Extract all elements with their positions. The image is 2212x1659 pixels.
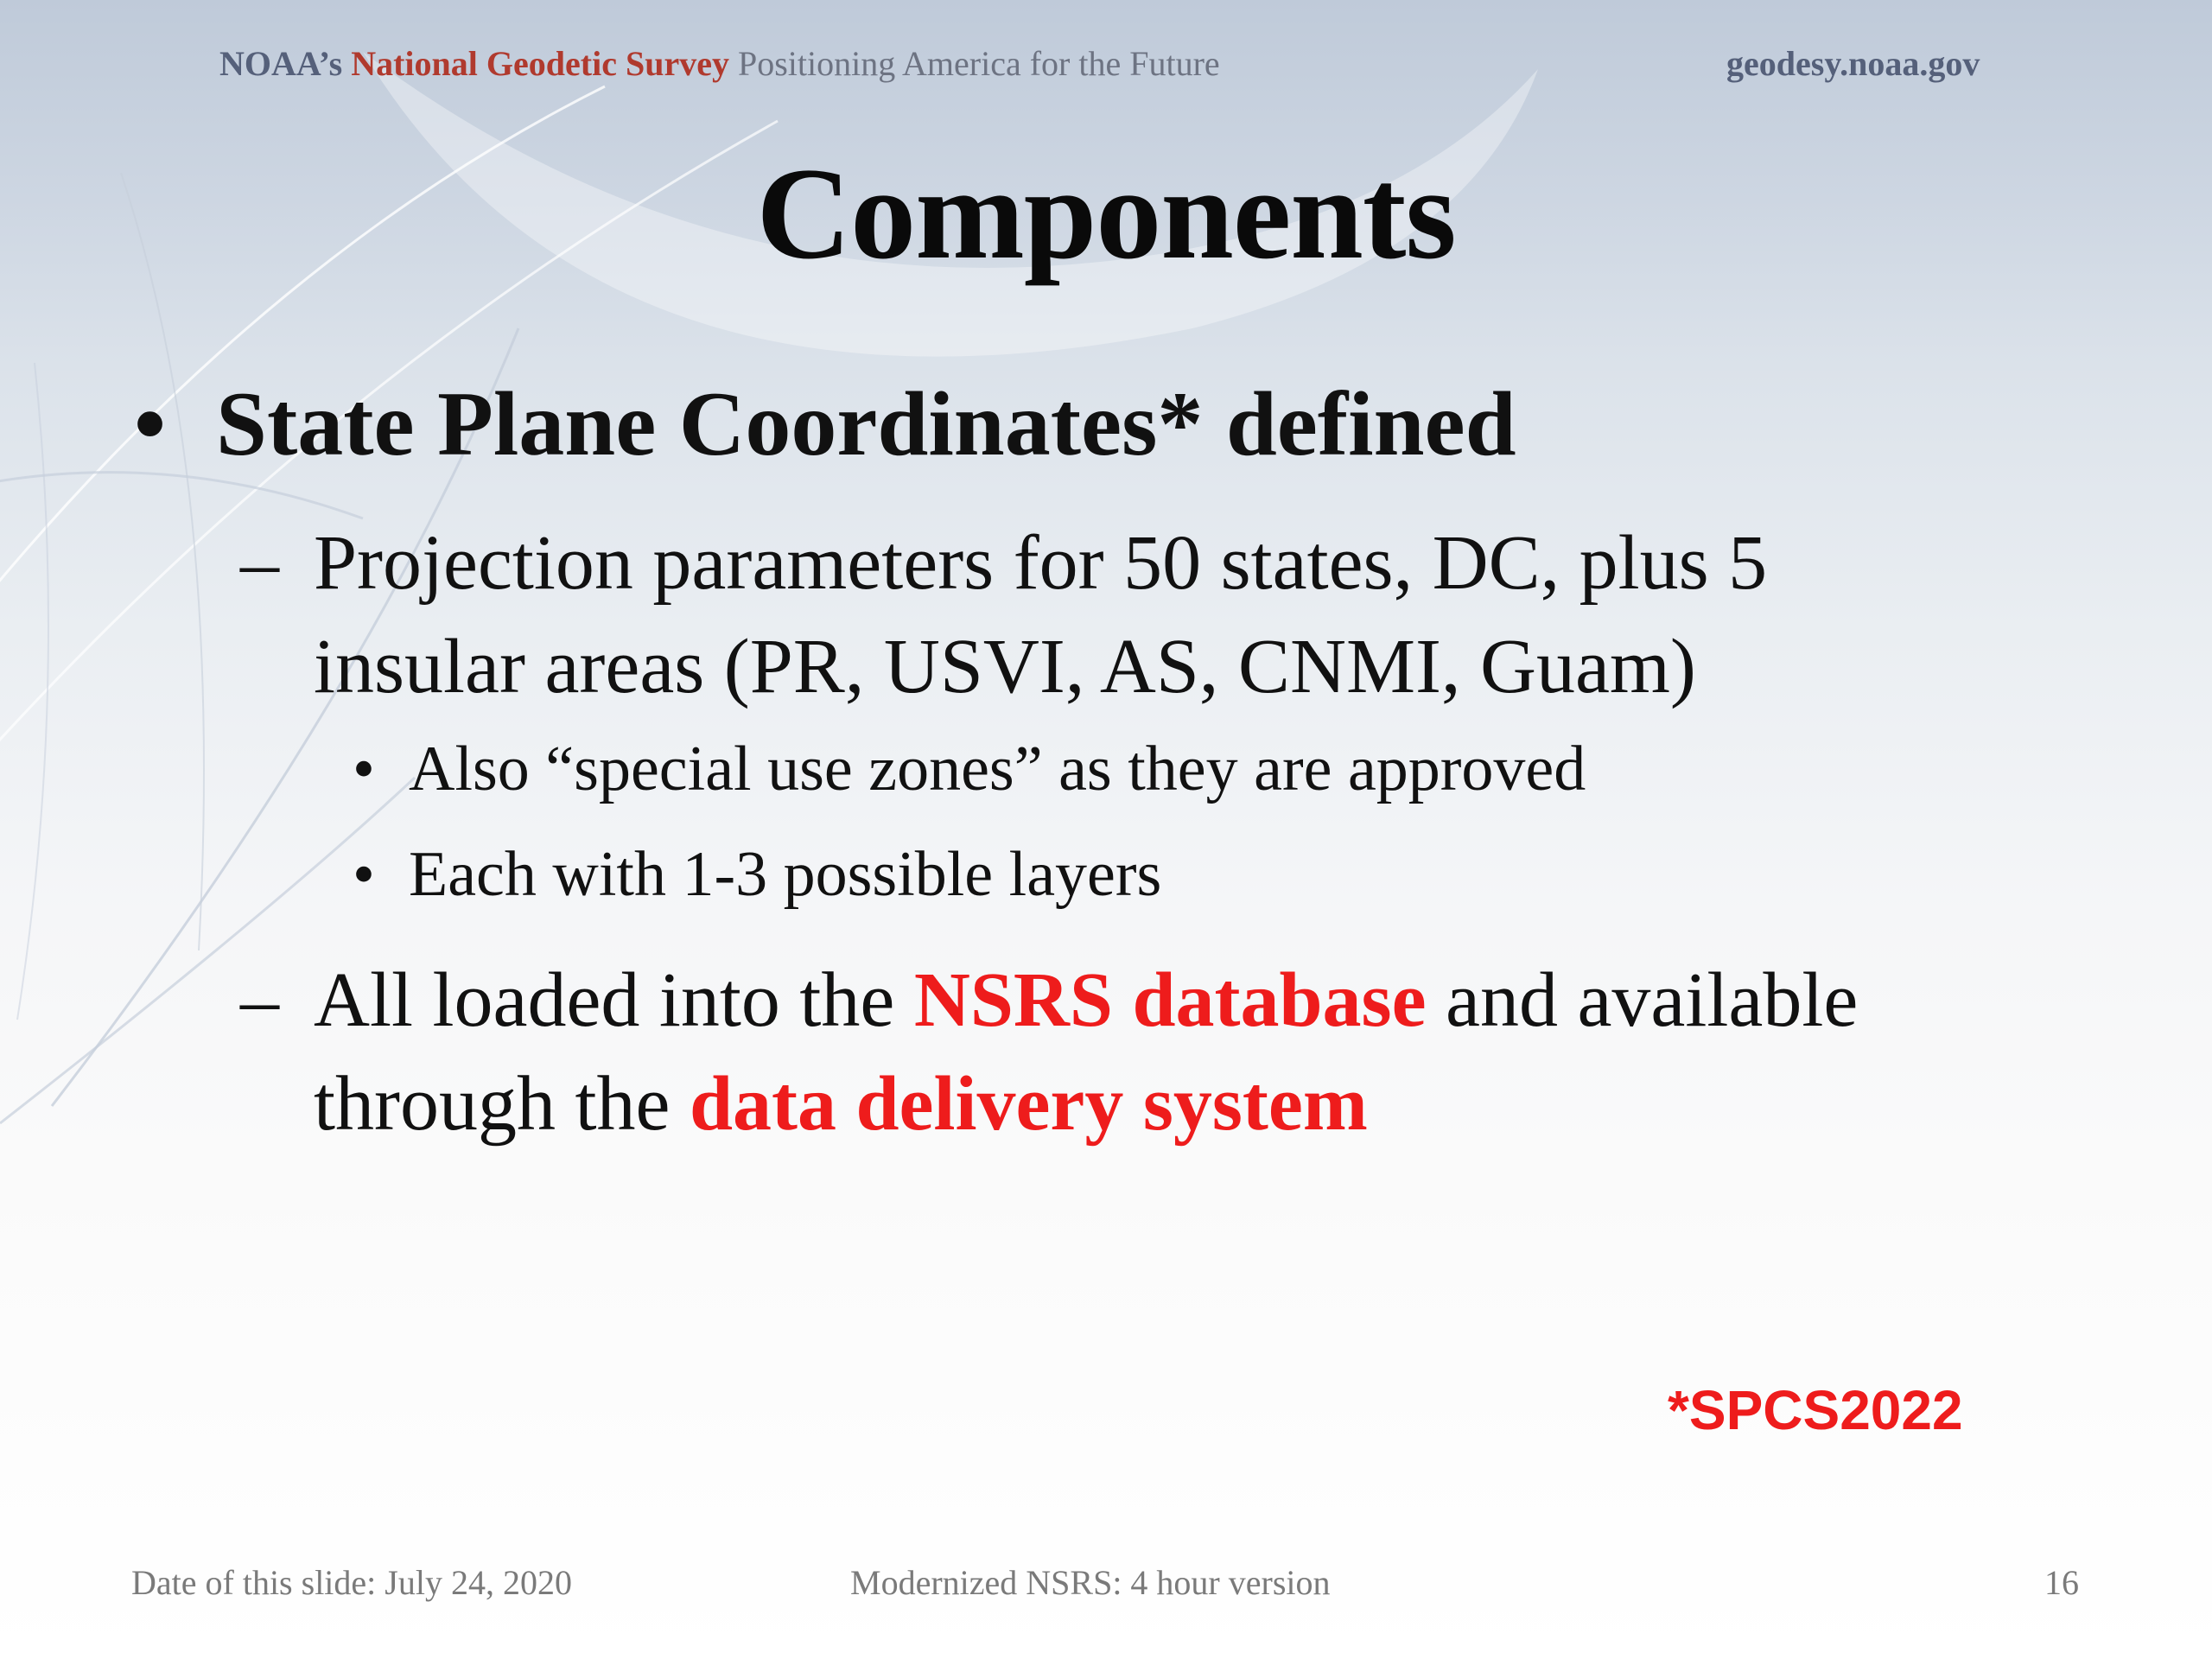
- bullet-icon: •: [353, 839, 375, 910]
- sub-bullet-nsrs-line1: All loaded into the NSRS database and available: [314, 957, 1859, 1043]
- footnote-spcs2022: *SPCS2022: [1668, 1379, 1963, 1441]
- slide-title: Components: [756, 141, 1456, 286]
- sub-bullet-nsrs-line2: through the data delivery system: [314, 1061, 1368, 1147]
- sub-bullet-line2: insular areas (PR, USVI, AS, CNMI, Guam): [314, 624, 1696, 709]
- bullet-icon: •: [353, 734, 375, 804]
- highlight-nsrs-database: NSRS database: [913, 957, 1427, 1043]
- sub-sub-bullet-text: Each with 1-3 possible layers: [409, 839, 1162, 910]
- dash-icon: –: [240, 957, 279, 1043]
- footer-date: Date of this slide: July 24, 2020: [131, 1563, 572, 1602]
- header-website: geodesy.noaa.gov: [1726, 44, 1980, 83]
- header-org: NOAA’s: [219, 44, 343, 83]
- sub-bullet-line1: Projection parameters for 50 states, DC, plus 5: [314, 520, 1768, 606]
- header-tagline-text: Positioning America for the Future: [737, 44, 1220, 83]
- footer-course: Modernized NSRS: 4 hour version: [850, 1563, 1331, 1602]
- bullet-icon: •: [134, 373, 167, 474]
- header-brand: National Geodetic Survey: [351, 44, 729, 83]
- highlight-data-delivery-system: data delivery system: [689, 1061, 1368, 1147]
- footer-page-number: 16: [2044, 1563, 2079, 1602]
- bullet-level1-text: State Plane Coordinates* defined: [216, 373, 1516, 474]
- header-tagline: [219, 43, 1220, 84]
- dash-icon: –: [240, 520, 279, 606]
- sub-sub-bullet-text: Also “special use zones” as they are approved: [409, 734, 1586, 804]
